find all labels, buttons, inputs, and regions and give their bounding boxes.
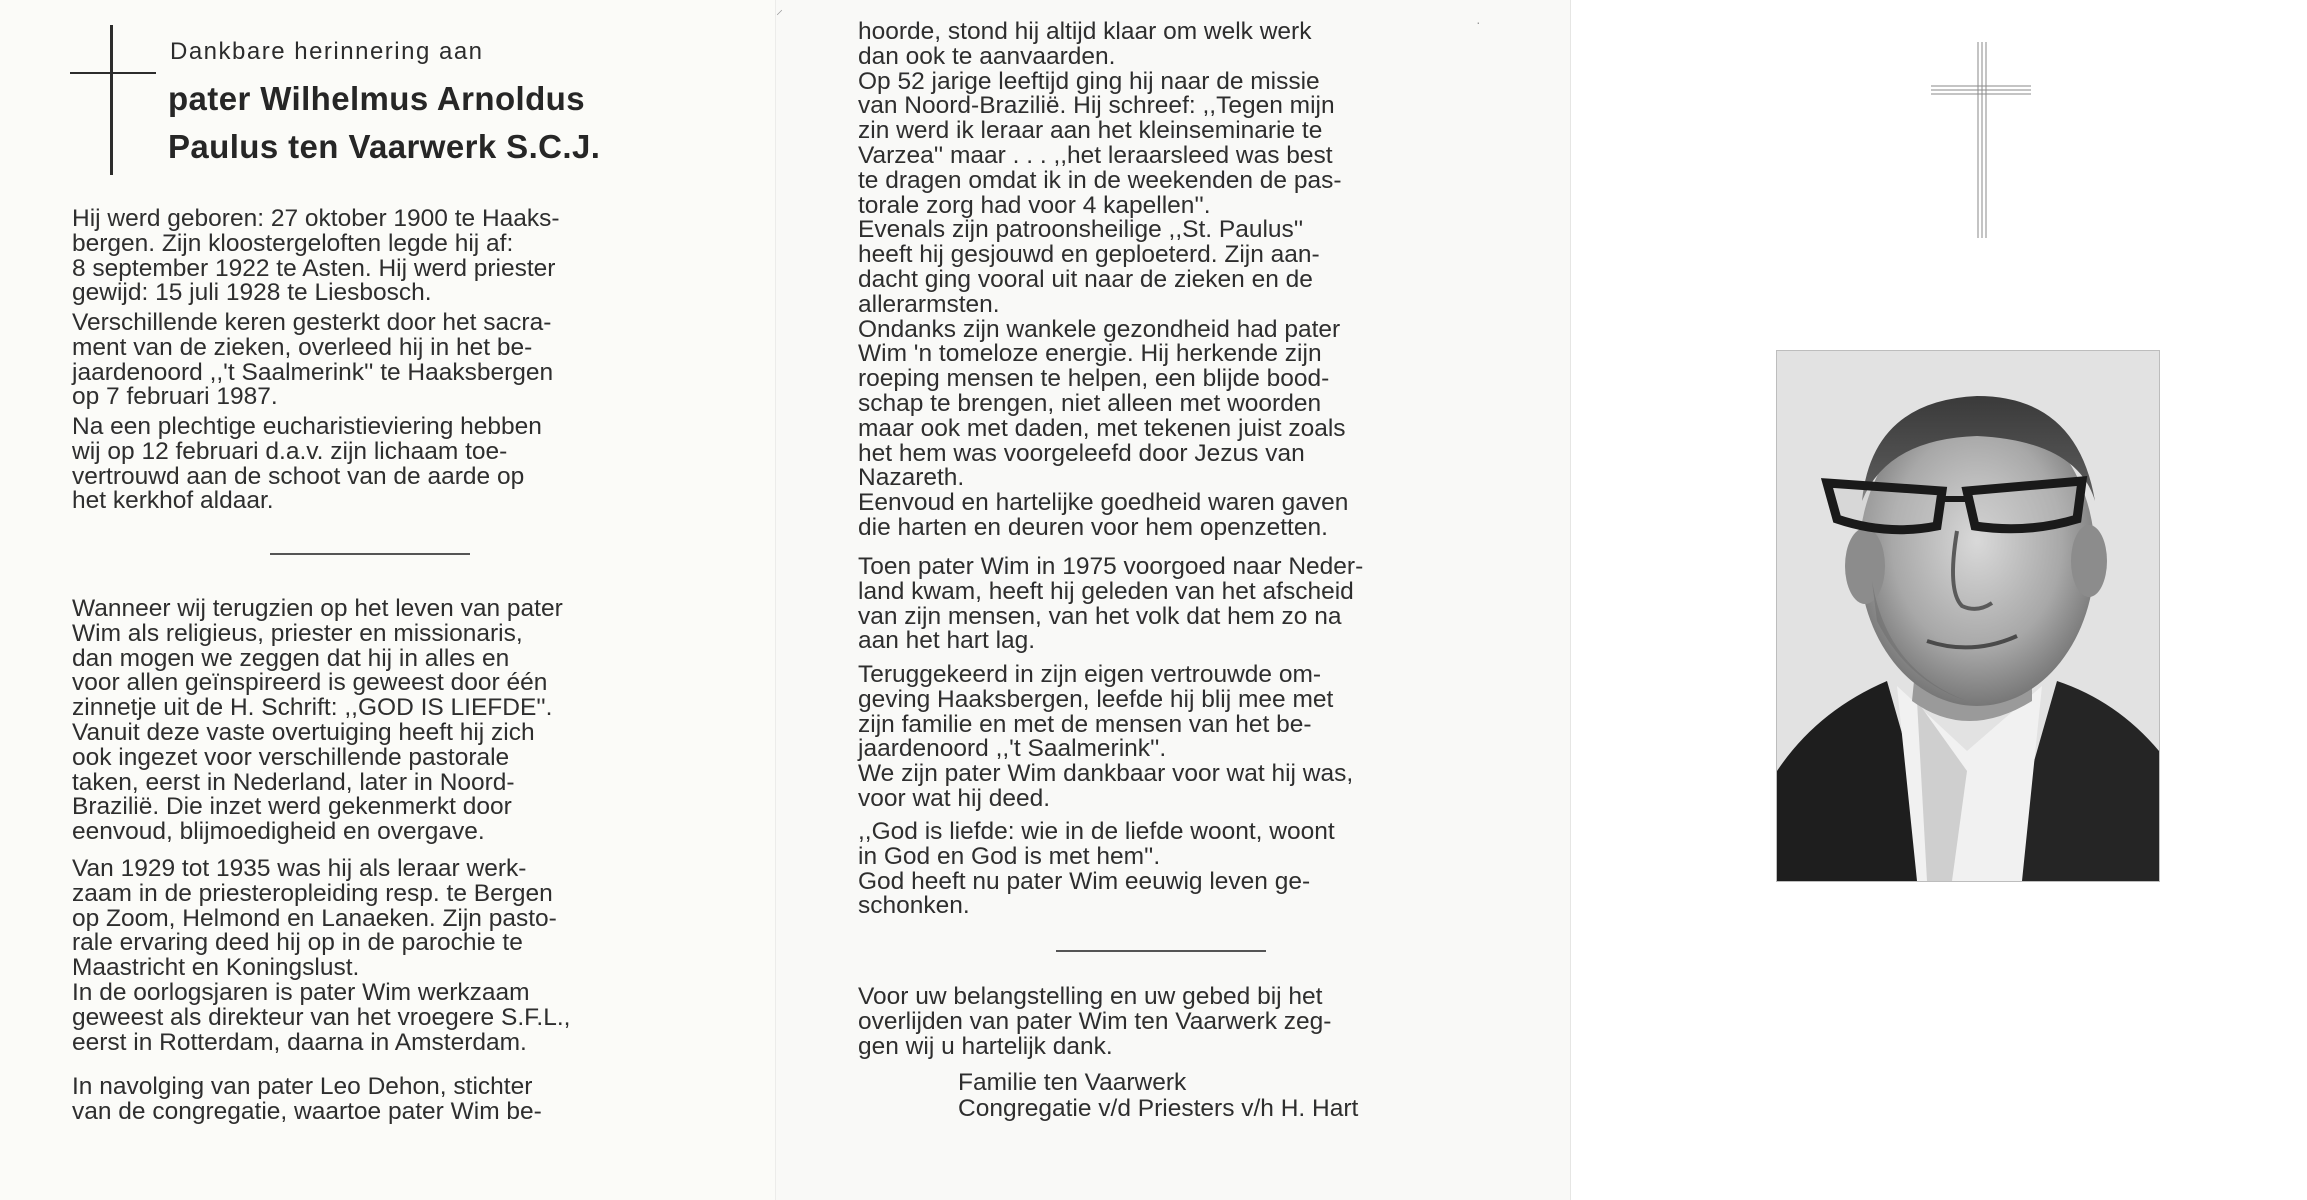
text-line: vertrouwd aan de schoot van de aarde op bbox=[72, 462, 525, 490]
text-line: heeft hij gesjouwd en geploeterd. Zijn aan- bbox=[858, 241, 1320, 269]
paragraph-return bbox=[858, 555, 1478, 654]
text-line: gewijd: 15 juli 1928 te Liesbosch. bbox=[72, 279, 432, 307]
text-line: rale ervaring deed hij op in de parochie te bbox=[72, 929, 523, 957]
text-line: gen wij u hartelijk dank. bbox=[858, 1032, 1113, 1060]
signature-congregation: Congregatie v/d Priesters v/h H. Hart bbox=[958, 1095, 1359, 1122]
text-line: Wim als religieus, priester en missionaris, bbox=[72, 619, 523, 647]
text-line: te dragen omdat ik in de weekenden de pas- bbox=[858, 166, 1342, 194]
paragraph-mission bbox=[858, 20, 1478, 541]
divider bbox=[270, 553, 470, 555]
text-line: het kerkhof aldaar. bbox=[72, 487, 274, 515]
text-line: Teruggekeerd in zijn eigen vertrouwde om- bbox=[858, 661, 1322, 688]
paragraph-birth bbox=[72, 207, 664, 306]
text-line: Wanneer wij terugzien op het leven van pater bbox=[72, 595, 563, 622]
text-line: torale zorg had voor 4 kapellen''. bbox=[858, 191, 1211, 219]
text-line: land kwam, heeft hij geleden van het afscheid bbox=[858, 577, 1354, 605]
text-line: van de congregatie, waartoe pater Wim be- bbox=[72, 1097, 542, 1125]
text-line: het hem was voorgeleefd door Jezus van bbox=[858, 439, 1305, 467]
text-line: Wim 'n tomeloze energie. Hij herkende zijn bbox=[858, 340, 1322, 368]
text-line: in God en God is met hem''. bbox=[858, 842, 1161, 870]
text-line: eerst in Rotterdam, daarna in Amsterdam. bbox=[72, 1028, 527, 1056]
portrait-photo bbox=[1776, 350, 2160, 882]
paragraph-quote bbox=[858, 820, 1478, 919]
text-line: zaam in de priesteropleiding resp. te Bergen bbox=[72, 879, 553, 907]
text-line: roeping mensen te helpen, een blijde bood- bbox=[858, 365, 1330, 393]
text-line: God heeft nu pater Wim eeuwig leven ge- bbox=[858, 867, 1311, 895]
text-line: overlijden van pater Wim ten Vaarwerk zeg- bbox=[858, 1007, 1332, 1035]
text-line: taken, eerst in Nederland, later in Noord- bbox=[72, 768, 515, 796]
text-line: schonken. bbox=[858, 892, 970, 920]
text-line: zijn familie en met de mensen van het be- bbox=[858, 710, 1312, 738]
signature-family: Familie ten Vaarwerk bbox=[958, 1069, 1187, 1096]
text-line: van Noord-Brazilië. Hij schreef: ,,Tegen mijn bbox=[858, 92, 1335, 120]
text-line: aan het hart lag. bbox=[858, 627, 1036, 655]
text-line: maar ook met daden, met tekenen juist zoals bbox=[858, 414, 1346, 442]
text-line: Van 1929 tot 1935 was hij als leraar werk- bbox=[72, 855, 527, 882]
paragraph-death bbox=[72, 311, 664, 410]
text-line: van zijn mensen, van het volk dat hem zo na bbox=[858, 602, 1342, 630]
right-panel bbox=[1570, 0, 2307, 1200]
text-line: ook ingezet voor verschillende pastorale bbox=[72, 743, 510, 771]
text-line: Evenals zijn patroonsheilige ,,St. Paulus'' bbox=[858, 216, 1304, 244]
text-line: We zijn pater Wim dankbaar voor wat hij was, bbox=[858, 760, 1354, 788]
text-line: Na een plechtige eucharistieviering hebben bbox=[72, 413, 542, 440]
text-line: op Zoom, Helmond en Lanaeken. Zijn pasto- bbox=[72, 904, 557, 932]
left-panel bbox=[0, 0, 775, 1200]
text-line: In navolging van pater Leo Dehon, stichter bbox=[72, 1073, 533, 1100]
text-line: Maastricht en Koningslust. bbox=[72, 954, 360, 982]
paper-speck: · bbox=[1476, 14, 1481, 30]
paragraph-life bbox=[72, 597, 664, 845]
cross-bar bbox=[70, 72, 156, 74]
text-line: Eenvoud en hartelijke goedheid waren gaven bbox=[858, 489, 1349, 517]
text-line: Toen pater Wim in 1975 voorgoed naar Neder- bbox=[858, 553, 1364, 580]
text-line: In de oorlogsjaren is pater Wim werkzaam bbox=[72, 978, 530, 1006]
text-line: wij op 12 februari d.a.v. zijn lichaam toe- bbox=[72, 437, 508, 465]
text-line: geving Haaksbergen, leefde hij blij mee met bbox=[858, 685, 1334, 713]
text-line: jaardenoord ,,'t Saalmerink''. bbox=[858, 735, 1167, 763]
text-line: op 7 februari 1987. bbox=[72, 383, 278, 411]
intro-text: Dankbare herinnering aan bbox=[170, 38, 484, 65]
text-line: Verschillende keren gesterkt door het sacra- bbox=[72, 309, 552, 336]
text-line: Brazilië. Die inzet werd gekenmerkt door bbox=[72, 793, 512, 821]
paragraph-thanks bbox=[858, 985, 1478, 1059]
deceased-name-line1: pater Wilhelmus Arnoldus bbox=[168, 80, 585, 117]
text-line: dan mogen we zeggen dat hij in alles en bbox=[72, 644, 510, 672]
cross-outline-icon bbox=[1929, 40, 2033, 240]
text-line: ,,God is liefde: wie in de liefde woont, woont bbox=[858, 818, 1335, 845]
text-line: dan ook te aanvaarden. bbox=[858, 42, 1116, 70]
text-line: 8 september 1922 te Asten. Hij werd priester bbox=[72, 254, 556, 282]
text-line: Voor uw belangstelling en uw gebed bij het bbox=[858, 983, 1323, 1010]
text-line: dacht ging vooral uit naar de zieken en de bbox=[858, 265, 1313, 293]
text-line: ment van de zieken, overleed hij in het be- bbox=[72, 333, 533, 361]
divider bbox=[1056, 950, 1266, 952]
cross-icon bbox=[110, 25, 113, 175]
text-line: eenvoud, blijmoedigheid en overgave. bbox=[72, 818, 485, 846]
text-line: die harten en deuren voor hem openzetten. bbox=[858, 513, 1328, 541]
text-line: jaardenoord ,,'t Saalmerink'' te Haaksbergen bbox=[72, 358, 554, 386]
text-line: voor wat hij deed. bbox=[858, 784, 1051, 812]
text-line: bergen. Zijn kloostergeloften legde hij af: bbox=[72, 229, 514, 257]
paragraph-career bbox=[72, 857, 664, 1055]
text-line: Ondanks zijn wankele gezondheid had pater bbox=[858, 315, 1341, 343]
paragraph-haaksbergen bbox=[858, 663, 1478, 812]
text-line: geweest als direkteur van het vroegere S.F.L., bbox=[72, 1003, 571, 1031]
text-line: voor allen geïnspireerd is geweest door één bbox=[72, 669, 548, 697]
text-line: zin werd ik leraar aan het kleinseminarie te bbox=[858, 117, 1323, 145]
middle-panel bbox=[775, 0, 1571, 1200]
paper-mark: ⸝ bbox=[776, 1, 783, 17]
text-line: Nazareth. bbox=[858, 464, 965, 492]
text-line: Hij werd geboren: 27 oktober 1900 te Haaks- bbox=[72, 205, 560, 232]
text-line: schap te brengen, niet alleen met woorden bbox=[858, 389, 1322, 417]
text-line: zinnetje uit de H. Schrift: ,,GOD IS LIEFDE''. bbox=[72, 694, 553, 722]
text-line: allerarmsten. bbox=[858, 290, 1000, 318]
text-line: Op 52 jarige leeftijd ging hij naar de missie bbox=[858, 67, 1320, 95]
paragraph-funeral bbox=[72, 415, 664, 514]
deceased-name-line2: Paulus ten Vaarwerk S.C.J. bbox=[168, 128, 601, 165]
text-line: Varzea'' maar . . . ,,het leraarsleed was best bbox=[858, 141, 1333, 169]
text-line: Vanuit deze vaste overtuiging heeft hij zich bbox=[72, 718, 535, 746]
text-line: hoorde, stond hij altijd klaar om welk werk bbox=[858, 18, 1312, 45]
paragraph-dehon bbox=[72, 1075, 664, 1125]
